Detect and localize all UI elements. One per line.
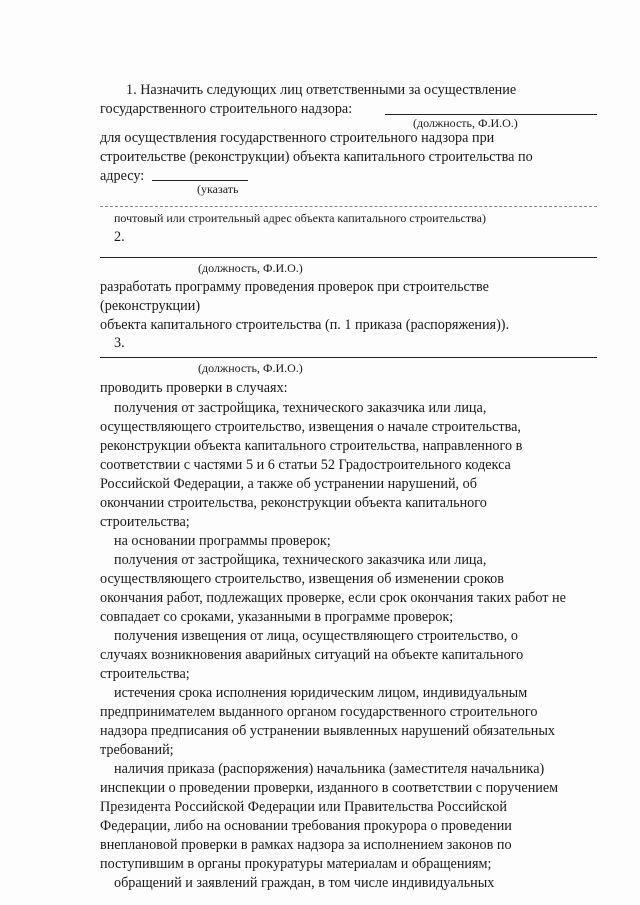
p1-line-3: для осуществления государственного строительного надзора при [100, 130, 495, 146]
case-line: внеплановой проверки в рамках надзора за исполнением законов по [100, 837, 512, 853]
case-line: получения извещения от лица, осуществляющего строительство, о [114, 628, 518, 644]
case-line: совпадает со сроками, указанными в программе проверок; [100, 609, 454, 625]
p2-fill-line [100, 257, 597, 258]
case-line: строительства; [100, 666, 190, 682]
case-line: наличия приказа (распоряжения) начальника (заместителя начальника) [114, 761, 545, 777]
p1-fill-line-1 [385, 114, 597, 115]
case-line: окончания работ, подлежащих проверке, если срок окончания таких работ не [100, 590, 566, 606]
case-line: инспекции о проведении проверки, изданного в соответствии с поручением [100, 780, 559, 796]
case-line: осуществляющего строительство, извещения о начале строительства, [100, 419, 521, 435]
case-line: требований; [100, 742, 174, 758]
case-line: Федерации, либо на основании требования прокурора о проведении [100, 818, 512, 834]
p1-address-line [100, 206, 597, 207]
p2-line-2: (реконструкции) [100, 298, 201, 314]
p2-line-1: разработать программу проведения проверок при строительстве [100, 279, 489, 295]
case-line: на основании программы проверок; [114, 533, 331, 549]
p1-line-2: государственного строительного надзора: [100, 101, 353, 117]
case-line: надзора предписания об устранении выявленных нарушений обязательных [100, 723, 556, 739]
case-line: истечения срока исполнения юридическим лицом, индивидуальным [114, 685, 528, 701]
case-line: получения от застройщика, технического заказчика или лица, [114, 552, 487, 568]
case-line: окончании строительства, реконструкции объекта капитального [100, 495, 487, 511]
p1-line-5: адресу: [100, 168, 145, 184]
p2-number: 2. [114, 229, 125, 245]
p1-line-1: 1. Назначить следующих лиц ответственными за осуществление [126, 82, 517, 98]
case-line: поступившим в органы прокуратуры материалам и обращениям; [100, 856, 492, 872]
case-line: случаях возникновения аварийных ситуаций на объекте капитального [100, 647, 524, 663]
p3-line-1: проводить проверки в случаях: [100, 380, 288, 396]
p1-caption-address-2: почтовый или строительный адрес объекта капитального строительства) [114, 211, 486, 225]
case-line: реконструкции объекта капитального строительства, направленного в [100, 438, 523, 454]
p1-caption-position: (должность, Ф.И.О.) [413, 116, 518, 130]
p2-caption-position: (должность, Ф.И.О.) [198, 261, 303, 275]
case-line: обращений и заявлений граждан, в том числе индивидуальных [114, 875, 495, 891]
case-line: Президента Российской Федерации или Правительства Российской [100, 799, 507, 815]
p3-caption-position: (должность, Ф.И.О.) [198, 361, 303, 375]
case-line: строительства; [100, 514, 190, 530]
p1-line-4: строительстве (реконструкции) объекта капитального строительства по [100, 149, 533, 165]
p1-caption-address: (указать [197, 182, 239, 196]
case-line: Российской Федерации, а также об устранении нарушений, об [100, 476, 477, 492]
p2-line-3: объекта капитального строительства (п. 1 приказа (распоряжения)). [100, 317, 510, 333]
p3-number: 3. [114, 335, 125, 351]
case-line: получения от застройщика, технического заказчика или лица, [114, 400, 487, 416]
p1-fill-line-2 [152, 180, 248, 181]
p3-fill-line [100, 357, 597, 358]
case-line: осуществляющего строительство, извещения об изменении сроков [100, 571, 504, 587]
case-line: предпринимателем выданного органом государственного строительного [100, 704, 538, 720]
case-line: соответствии с частями 5 и 6 статьи 52 Градостроительного кодекса [100, 457, 511, 473]
